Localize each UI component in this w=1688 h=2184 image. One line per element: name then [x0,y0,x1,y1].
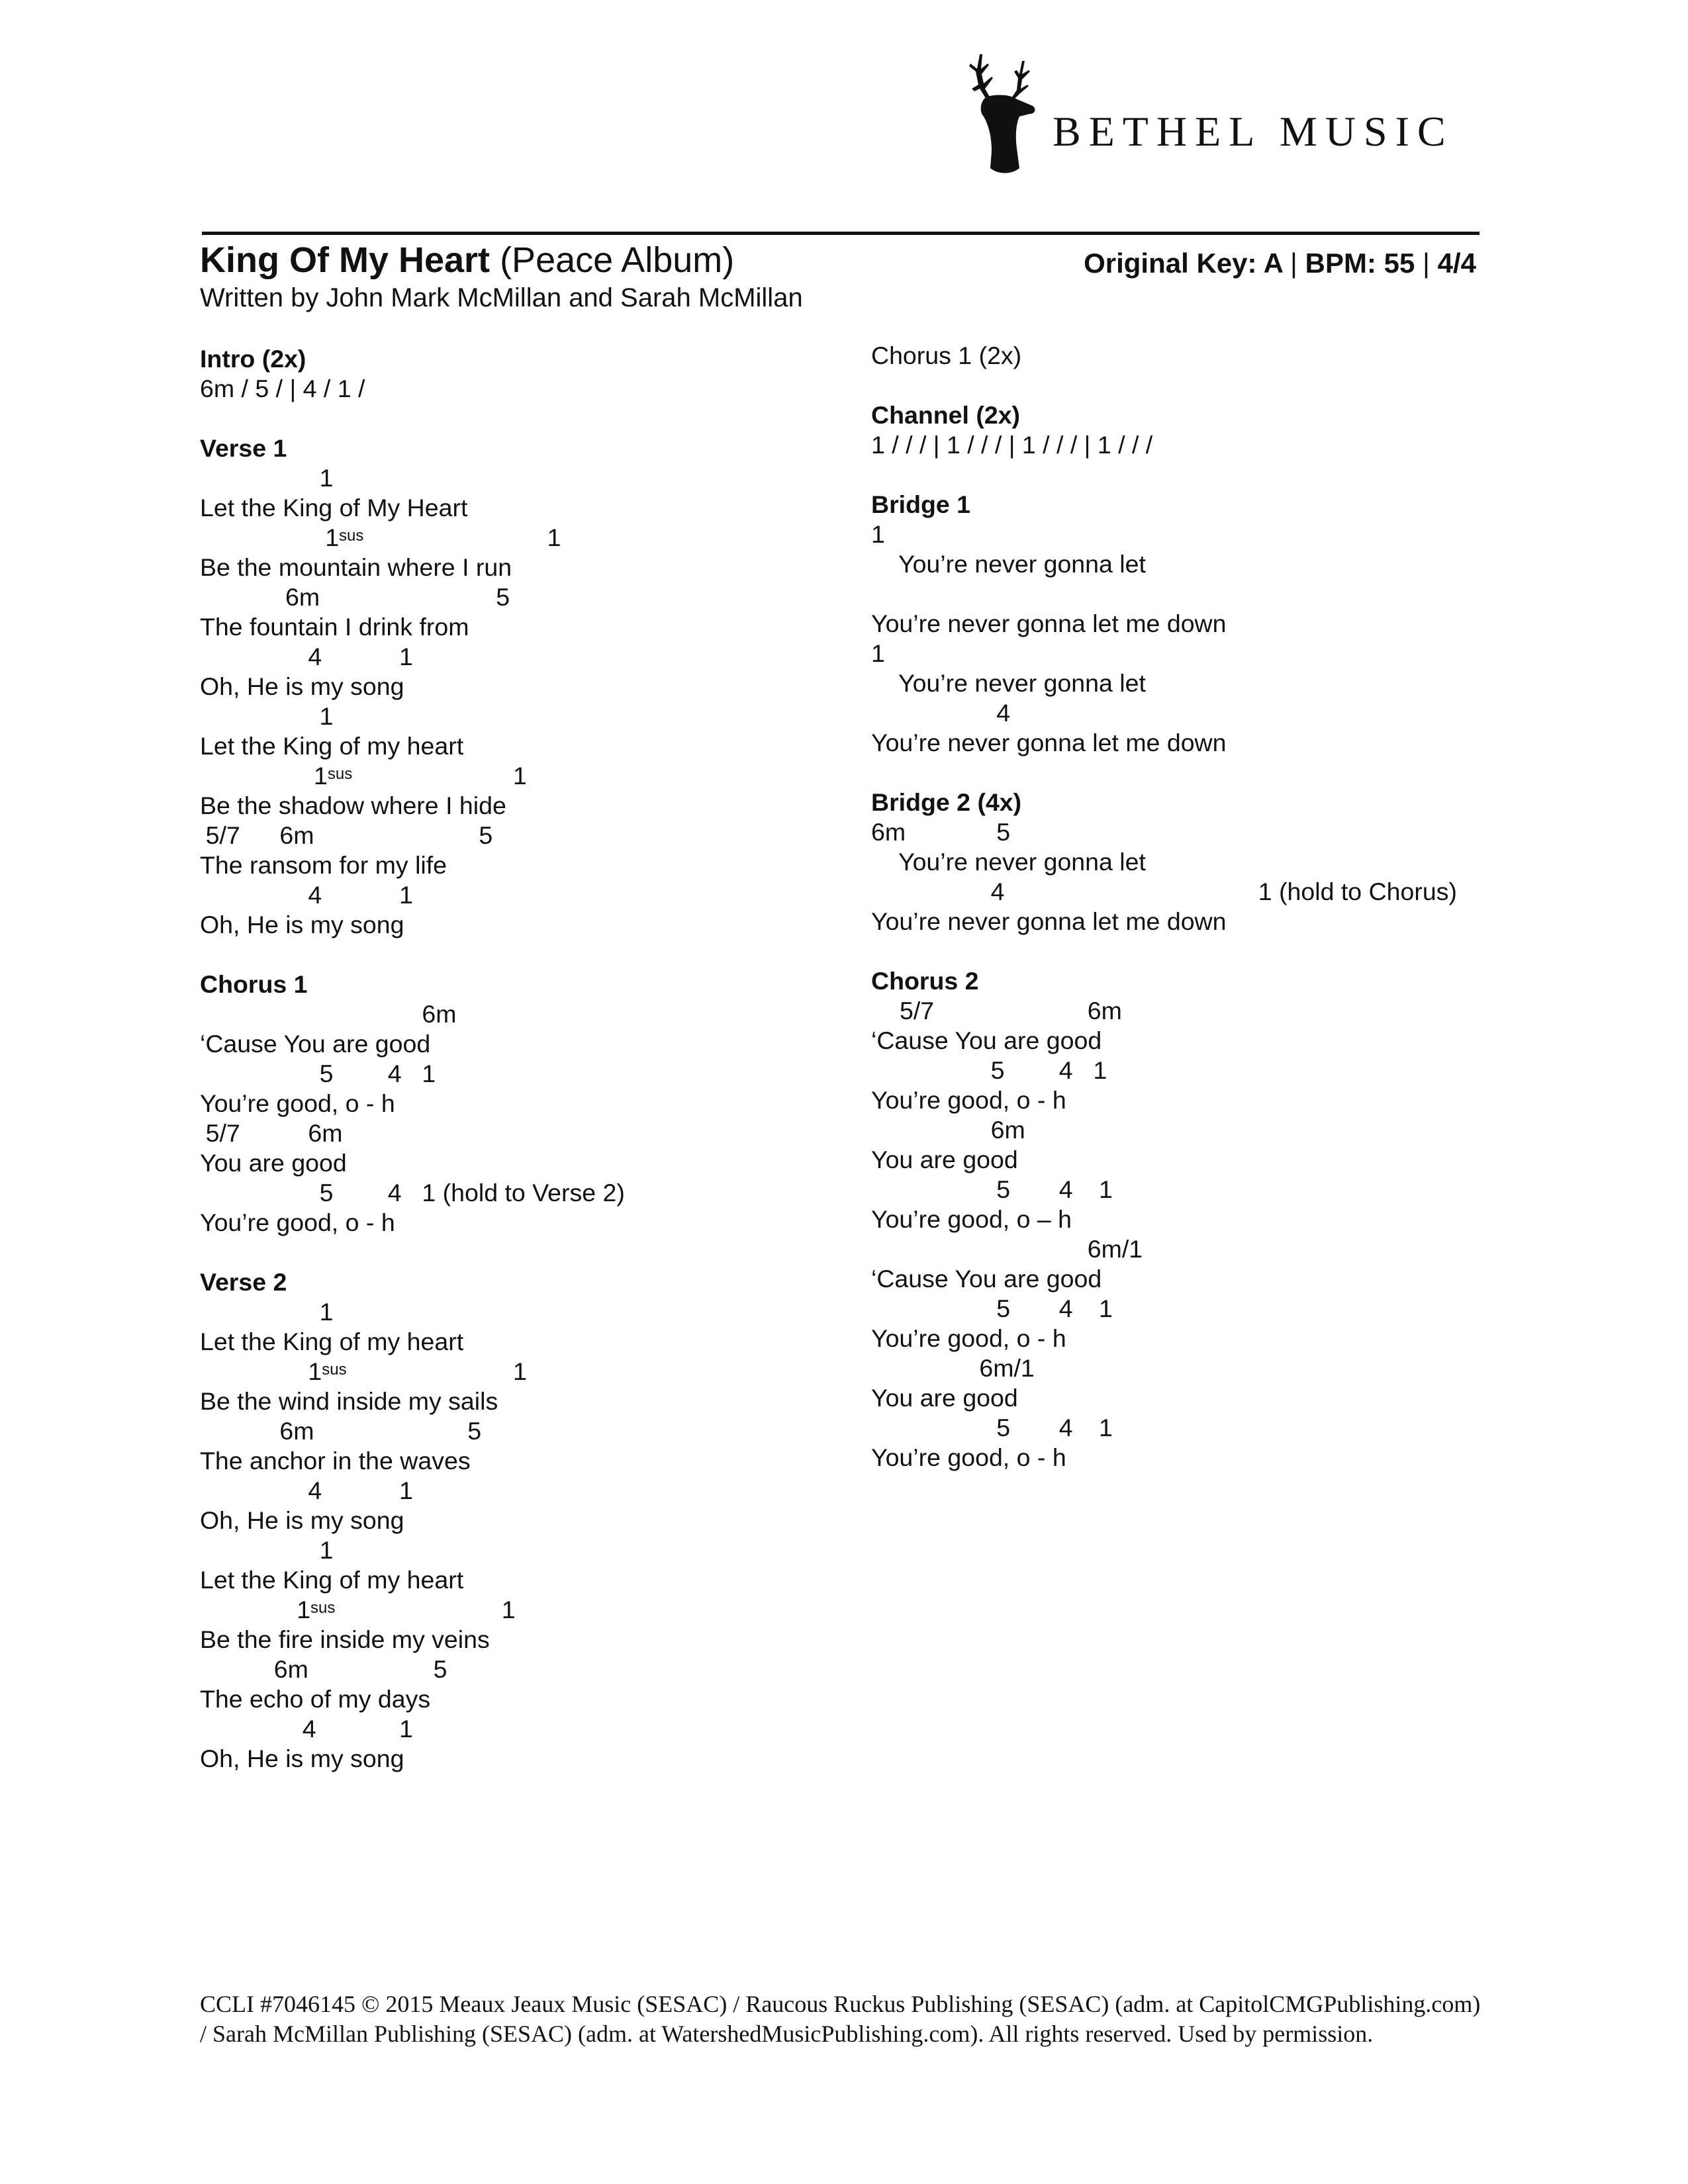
section-heading: Bridge 1 [871,490,971,518]
chord-line [200,702,835,731]
chord-line [200,1357,835,1387]
chord-symbol: 1 [319,702,334,730]
chord [325,523,363,556]
chord-symbol: 1 [1099,1414,1113,1441]
chord [996,817,1010,847]
lyric-line: You’re good, o - h [200,1208,395,1236]
chord [1093,1056,1107,1085]
chord [303,1714,316,1744]
chord [479,821,492,850]
chord [206,1118,240,1148]
chord-symbol: 4 [387,1060,402,1087]
chord-line [200,1714,835,1744]
section-gap [200,404,835,433]
deer-head-icon [953,52,1046,177]
lyric-line: Let the King of my heart [200,732,464,760]
chord-symbol: 5 [996,1295,1011,1322]
lyric-line: Be the shadow where I hide [200,792,506,819]
chord-symbol: 1 [399,881,413,909]
chord-symbol: 5 [319,1179,334,1206]
section-heading: Bridge 2 (4x) [871,788,1022,816]
chord-symbol: 1 [325,523,340,551]
chord-line [871,1294,1533,1324]
section-gap [871,758,1533,788]
lyric-line: You’re never gonna let [871,848,1146,876]
chord-suffix: sus [310,1599,336,1617]
chord-line [200,1416,835,1446]
chord [422,1059,436,1089]
chord [285,582,320,612]
chord-symbol: 1 [1099,1175,1113,1203]
lyric-line: You are good [871,1146,1018,1173]
chord-symbol: 5 [496,583,510,611]
chord-symbol: 6m [990,1116,1025,1144]
chord-suffix: sus [322,1361,347,1379]
lyric-line: You are good [200,1149,347,1177]
chord-symbol: 6m [422,1000,457,1028]
chord-line [200,1535,835,1565]
chord-symbol: 1 [399,1477,413,1504]
lyric-line: 1 [871,520,885,548]
chord-symbol: 5/7 [900,997,935,1024]
chord-symbol: 1 [513,1357,527,1385]
section-heading: Chorus 2 [871,967,979,995]
song-title [200,240,734,281]
chord-line [200,582,835,612]
chord-symbol: 1 [399,1715,413,1743]
copyright-footer: CCLI #7046145 © 2015 Meaux Jeaux Music (SESAC) / Raucous Ruckus Publishing (SESAC) (adm. at CapitolCMGPublishing.com) / Sarah McMillan Publishing (SESAC) (adm. at WatershedMusicPublishing.com). All rights reserved. Used by permission. [200,1991,1481,2047]
chord-symbol: 1 [297,1596,311,1623]
chord-symbol: 4 [1058,1295,1073,1322]
lyric-line: You’re good, o - h [200,1089,395,1117]
chord [1088,996,1122,1026]
chord [513,761,527,791]
lyric-line: You’re never gonna let [871,669,1146,697]
chord-line [871,877,1533,907]
chord-line [200,463,835,493]
chord [279,821,314,850]
lyric-line: The anchor in the waves [200,1447,471,1475]
chord-line [871,817,1533,847]
chord [422,999,456,1029]
right-column [871,341,1533,1473]
chord-symbol: 1 [422,1060,436,1087]
chord [1059,1056,1073,1085]
chord [320,1297,334,1327]
chord-symbol: 6m [279,821,314,849]
section-heading: Verse 1 [200,434,287,462]
chord-symbol: 5 [433,1655,447,1683]
chord [996,1413,1010,1443]
chord [308,1118,342,1148]
chord-symbol: 5 [467,1417,482,1445]
chord-symbol: 6m [279,1417,314,1445]
chord-line [200,1655,835,1684]
chord [900,996,934,1026]
bpm: BPM: 55 [1305,248,1415,279]
chord [279,1416,314,1446]
chord-symbol: 6m/1 [1087,1235,1143,1263]
chord-symbol: 5 [996,1175,1011,1203]
lyric-line: You’re never gonna let me down [871,907,1227,935]
chord-symbol: 6m [1087,997,1122,1024]
chord-symbol: 1 [1093,1056,1107,1084]
chord-symbol: 5 [996,1414,1011,1441]
chord-symbol: 1 [513,762,527,790]
chord-symbol: 5 [996,818,1011,846]
chord [996,1175,1010,1205]
section-heading: Verse 2 [200,1268,287,1296]
chord [320,463,334,493]
chord [991,1115,1025,1145]
chord [513,1357,527,1387]
chord-symbol: 4 [308,643,322,670]
chord-symbol: 4 [990,878,1005,905]
chord-suffix: sus [339,527,364,545]
section-heading: Channel (2x) [871,401,1021,429]
chord [388,1059,402,1089]
chord-symbol: 1 [399,643,413,670]
chord-symbol: 4 [302,1715,316,1743]
lyric-line: You’re good, o - h [871,1086,1066,1114]
lyric-line: ‘Cause You are good [871,1026,1102,1054]
chord-line [200,1118,835,1148]
chord-line [200,1595,835,1625]
song-meta [1084,248,1476,279]
chord-symbol: 1 [319,1536,334,1564]
chord-line [200,1059,835,1089]
chord-line [200,880,835,910]
lyric-line: 1 [871,639,885,667]
chord-line [871,1413,1533,1443]
lyric-line: The fountain I drink from [200,613,469,641]
chord [1059,1294,1073,1324]
chord [399,1714,413,1744]
chord [320,1178,334,1208]
chord [502,1595,516,1625]
chord [434,1655,447,1684]
chord-line [871,996,1533,1026]
lyric-line: Oh, He is my song [200,672,404,700]
chord [1059,1413,1073,1443]
chord [467,1416,481,1446]
chord [399,880,413,910]
chord [996,698,1010,728]
chord-symbol: 6m [871,818,906,846]
chord [308,1357,346,1390]
lyric-line: ‘Cause You are good [200,1030,431,1058]
lyric-line: Be the wind inside my sails [200,1387,498,1415]
chord-symbol: 4 [1058,1056,1073,1084]
chord-symbol: 6m [308,1119,343,1147]
chord-symbol: 1 [501,1596,516,1623]
chord-symbol: 4 [308,1477,322,1504]
lyric-line [871,579,1533,609]
chord [991,877,1005,907]
chord-symbol: 1 [319,464,334,492]
chord [496,582,510,612]
chord-line [200,523,835,553]
lyric-line: You’re good, o - h [871,1324,1066,1352]
header-rule [202,232,1479,235]
chord [422,1178,624,1208]
chord [547,523,561,553]
time-signature: 4/4 [1437,248,1476,279]
lyric-line: ‘Cause You are good [871,1265,1102,1293]
chord [979,1353,1034,1383]
chord-line [871,1353,1533,1383]
chord-symbol: 6m [285,583,320,611]
lyric-line: You’re good, o - h [871,1443,1066,1471]
chord [871,817,906,847]
chord-line [200,1297,835,1327]
chord [1099,1175,1113,1205]
chord-suffix: sus [327,765,353,783]
chord [399,642,413,672]
lyric-line: You’re never gonna let me down [871,610,1227,637]
lyric-line: You’re never gonna let [871,550,1146,578]
chord-symbol: 4 [308,881,322,909]
chord-symbol: 5/7 [205,821,240,849]
chord [308,880,322,910]
lyric-line: Let the King of my heart [200,1328,464,1355]
section-gap [200,1238,835,1267]
chord [320,702,334,731]
section-gap [200,940,835,970]
chord [206,821,240,850]
bethel-music-logo [953,52,1476,184]
chord [274,1655,308,1684]
chord-symbol: 6m [273,1655,308,1683]
lyric-line: 6m / 5 / | 4 / 1 / [200,375,365,402]
lyric-line: The ransom for my life [200,851,447,879]
original-key: Original Key: A [1084,248,1283,279]
chord-symbol: 1 [547,523,561,551]
chord [388,1178,402,1208]
chord [320,1535,334,1565]
chord-line [200,642,835,672]
song-title-main: King Of My Heart [200,240,491,280]
chord-symbol: 5 [479,821,493,849]
section-heading: Chorus 1 [200,970,308,998]
chord [996,1294,1010,1324]
lyric-line: Be the mountain where I run [200,553,512,581]
chord [308,642,322,672]
chord [1099,1294,1113,1324]
section-heading: Intro (2x) [200,345,306,373]
chord-line [871,698,1533,728]
section-gap [871,371,1533,400]
chord-symbol: 1 [319,1298,334,1326]
chord-line [871,1115,1533,1145]
chord-symbol: 1 (hold to Chorus) [1258,878,1457,905]
lyric-line: Be the fire inside my veins [200,1625,490,1653]
chord-symbol: 4 [1058,1175,1073,1203]
song-writers: Written by John Mark McMillan and Sarah McMillan [200,283,803,312]
meta-separator: | [1423,248,1438,279]
chord-symbol: 5 [990,1056,1005,1084]
song-title-subtitle: (Peace Album) [500,240,735,280]
lyric-line: You’re never gonna let me down [871,729,1227,756]
lyric-line: You’re good, o – h [871,1205,1072,1233]
chord-symbol: 4 [1058,1414,1073,1441]
chord-line [200,761,835,791]
chord-symbol: 4 [996,699,1011,727]
lyric-line: Oh, He is my song [200,1506,404,1534]
lyric-line: Oh, He is my song [200,1745,404,1772]
lyric-line: Let the King of my heart [200,1566,464,1594]
chord [320,1059,334,1089]
left-column [200,344,835,1774]
chord [991,1056,1005,1085]
chord [1099,1413,1113,1443]
chord-symbol: 1 [314,762,328,790]
chord [308,1476,322,1506]
chord [399,1476,413,1506]
chord-symbol: 1 (hold to Verse 2) [422,1179,625,1206]
chord-line [200,821,835,850]
lyric-line: 1 / / / | 1 / / / | 1 / / / | 1 / / / [871,431,1153,459]
section-gap [871,460,1533,490]
chord-line [200,999,835,1029]
chord-line [871,1056,1533,1085]
section-gap [871,936,1533,966]
lyric-line: The echo of my days [200,1685,431,1713]
chord-line [200,1476,835,1506]
chord [1258,877,1457,907]
section-heading: Chorus 1 (2x) [871,341,1022,369]
chord [1059,1175,1073,1205]
chord-line [871,1234,1533,1264]
chord-symbol: 5 [319,1060,334,1087]
chord [297,1595,335,1628]
chord-symbol: 1 [1099,1295,1113,1322]
chord [1088,1234,1143,1264]
chord-symbol: 1 [308,1357,322,1385]
lyric-line: Oh, He is my song [200,911,404,938]
chord-symbol: 4 [387,1179,402,1206]
chord-line [871,1175,1533,1205]
chord [314,761,352,794]
lyric-line: You are good [871,1384,1018,1412]
lyric-line: Let the King of My Heart [200,494,468,522]
meta-separator: | [1290,248,1305,279]
brand-name: BETHEL MUSIC [1053,108,1454,155]
chord-line [200,1178,835,1208]
chord-symbol: 5/7 [205,1119,240,1147]
chord-symbol: 6m/1 [979,1354,1035,1382]
